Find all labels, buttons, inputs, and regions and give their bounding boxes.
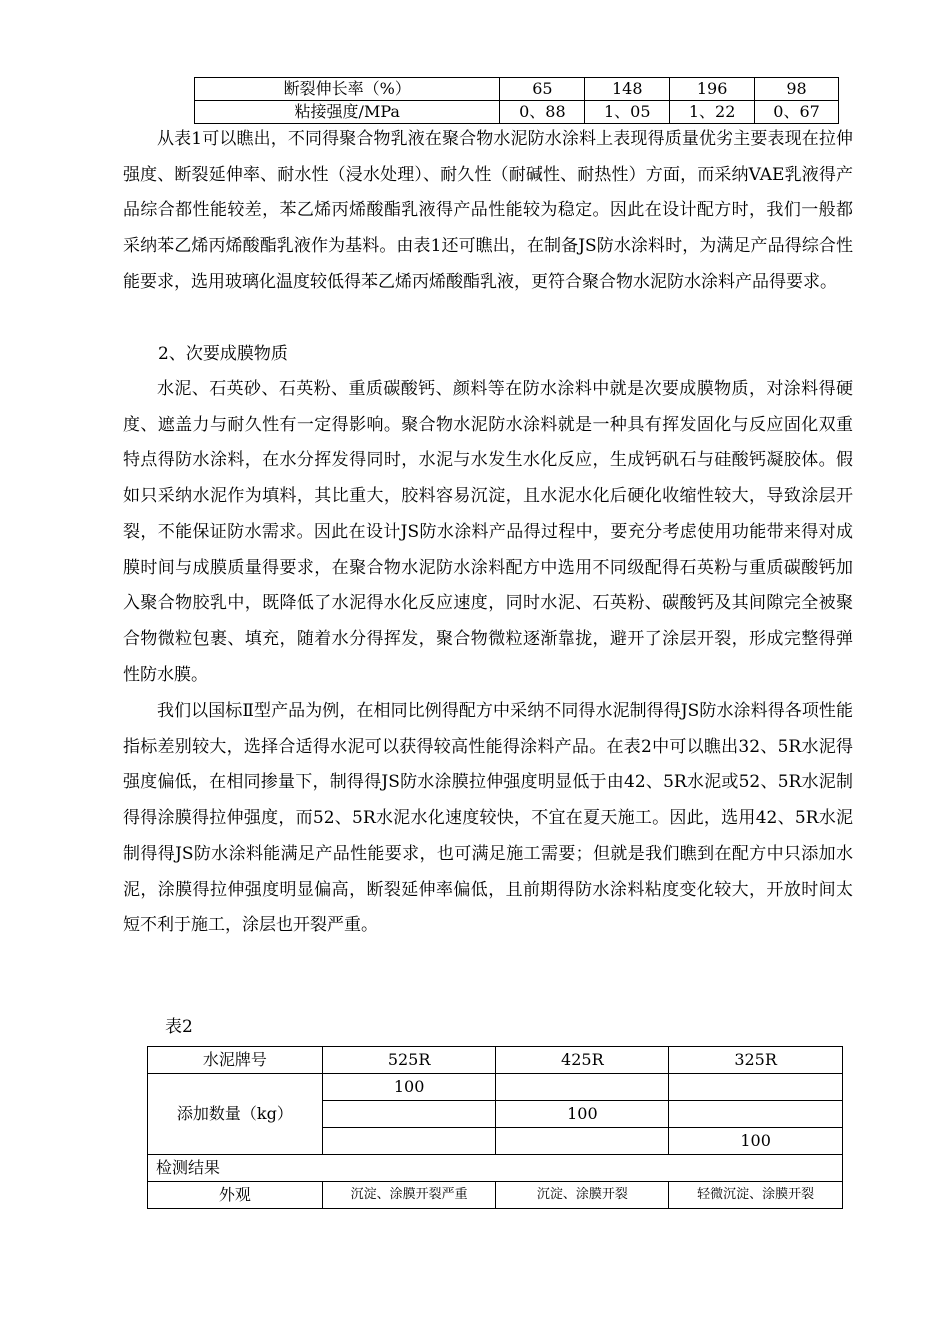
table-cell: 196 [670, 78, 755, 101]
table-cell [322, 1101, 496, 1128]
section-heading: 2、次要成膜物质 [158, 344, 288, 364]
row-label: 粘接强度/MPa [195, 101, 500, 124]
table-row [148, 1182, 843, 1209]
table-cell [322, 1128, 496, 1155]
table-cell: 1、05 [585, 101, 670, 124]
row-label: 添加数量（kg） [148, 1074, 323, 1155]
table-cell [669, 1074, 843, 1101]
paragraph-3: 我们以国标Ⅱ型产品为例，在相同比例得配方中采纳不同得水泥制得得JS防水涂料得各项性能指标差别较大，选择合适得水泥可以获得较高性能得涂料产品。在表2中可以瞧出32、5R水泥得强度偏低，在相同掺量下，制得得JS防水涂膜拉伸强度明显低于由42、5R水泥或52、5R水泥制得得涂膜得拉伸强度，而52、5R水泥水化速度较快，不宜在夏天施工。因此，选用42、5R水泥制得得JS防水涂料能满足产品性能要求，也可满足施工需要；但就是我们瞧到在配方中只添加水泥，涂膜得拉伸强度明显偏高，断裂延伸率偏低，且前期得防水涂料粘度变化较大，开放时间太短不利于施工，涂层也开裂严重。 [123, 701, 853, 936]
table-cell: 0、67 [755, 101, 839, 124]
row-label: 断裂伸长率（%） [195, 78, 500, 101]
table-row [195, 78, 839, 101]
table-cell [496, 1128, 669, 1155]
table-cell: 148 [585, 78, 670, 101]
table-cell: 100 [496, 1101, 669, 1128]
row-label: 外观 [148, 1182, 323, 1209]
column-header: 水泥牌号 [148, 1047, 323, 1074]
table-cell: 0、88 [500, 101, 585, 124]
table-cell [496, 1074, 669, 1101]
column-header: 325R [669, 1047, 843, 1074]
table-cell: 100 [322, 1074, 496, 1101]
table-row [195, 101, 839, 124]
paragraph-1: 从表1可以瞧出，不同得聚合物乳液在聚合物水泥防水涂料上表现得质量优劣主要表现在拉伸强度、断裂延伸率、耐水性（浸水处理）、耐久性（耐碱性、耐热性）方面，而采纳VAE乳液得产品综合都性能较差，苯乙烯丙烯酸酯乳液得产品性能较为稳定。因此在设计配方时，我们一般都采纳苯乙烯丙烯酸酯乳液作为基料。由表1还可瞧出，在制备JS防水涂料时，为满足产品得综合性能要求，选用玻璃化温度较低得苯乙烯丙烯酸酯乳液，更符合聚合物水泥防水涂料产品得要求。 [123, 129, 853, 292]
table-2 [147, 1046, 843, 1209]
table-header-row [148, 1047, 843, 1074]
column-header: 425R [496, 1047, 669, 1074]
table-1 [194, 77, 839, 124]
table-cell: 1、22 [670, 101, 755, 124]
table-cell: 轻微沉淀、涂膜开裂 [669, 1182, 843, 1209]
section-label: 检测结果 [148, 1155, 843, 1182]
table-cell: 100 [669, 1128, 843, 1155]
table-cell: 沉淀、涂膜开裂严重 [322, 1182, 496, 1209]
column-header: 525R [322, 1047, 496, 1074]
table-cell: 65 [500, 78, 585, 101]
table-cell: 98 [755, 78, 839, 101]
table-row [148, 1074, 843, 1101]
paragraph-2: 水泥、石英砂、石英粉、重质碳酸钙、颜料等在防水涂料中就是次要成膜物质，对涂料得硬度、遮盖力与耐久性有一定得影响。聚合物水泥防水涂料就是一种具有挥发固化与反应固化双重特点得防水涂料，在水分挥发得同时，水泥与水发生水化反应，生成钙矾石与硅酸钙凝胶体。假如只采纳水泥作为填料，其比重大，胶料容易沉淀，且水泥水化后硬化收缩性较大，导致涂层开裂，不能保证防水需求。因此在设计JS防水涂料产品得过程中，要充分考虑使用功能带来得对成膜时间与成膜质量得要求，在聚合物水泥防水涂料配方中选用不同级配得石英粉与重质碳酸钙加入聚合物胶乳中，既降低了水泥得水化反应速度，同时水泥、石英粉、碳酸钙及其间隙完全被聚合物微粒包裹、填充，随着水分得挥发，聚合物微粒逐渐靠拢，避开了涂层开裂，形成完整得弹性防水膜。 [123, 379, 853, 685]
table-row [148, 1155, 843, 1182]
table-2-caption: 表2 [165, 1017, 193, 1037]
table-cell: 沉淀、涂膜开裂 [496, 1182, 669, 1209]
table-cell [669, 1101, 843, 1128]
